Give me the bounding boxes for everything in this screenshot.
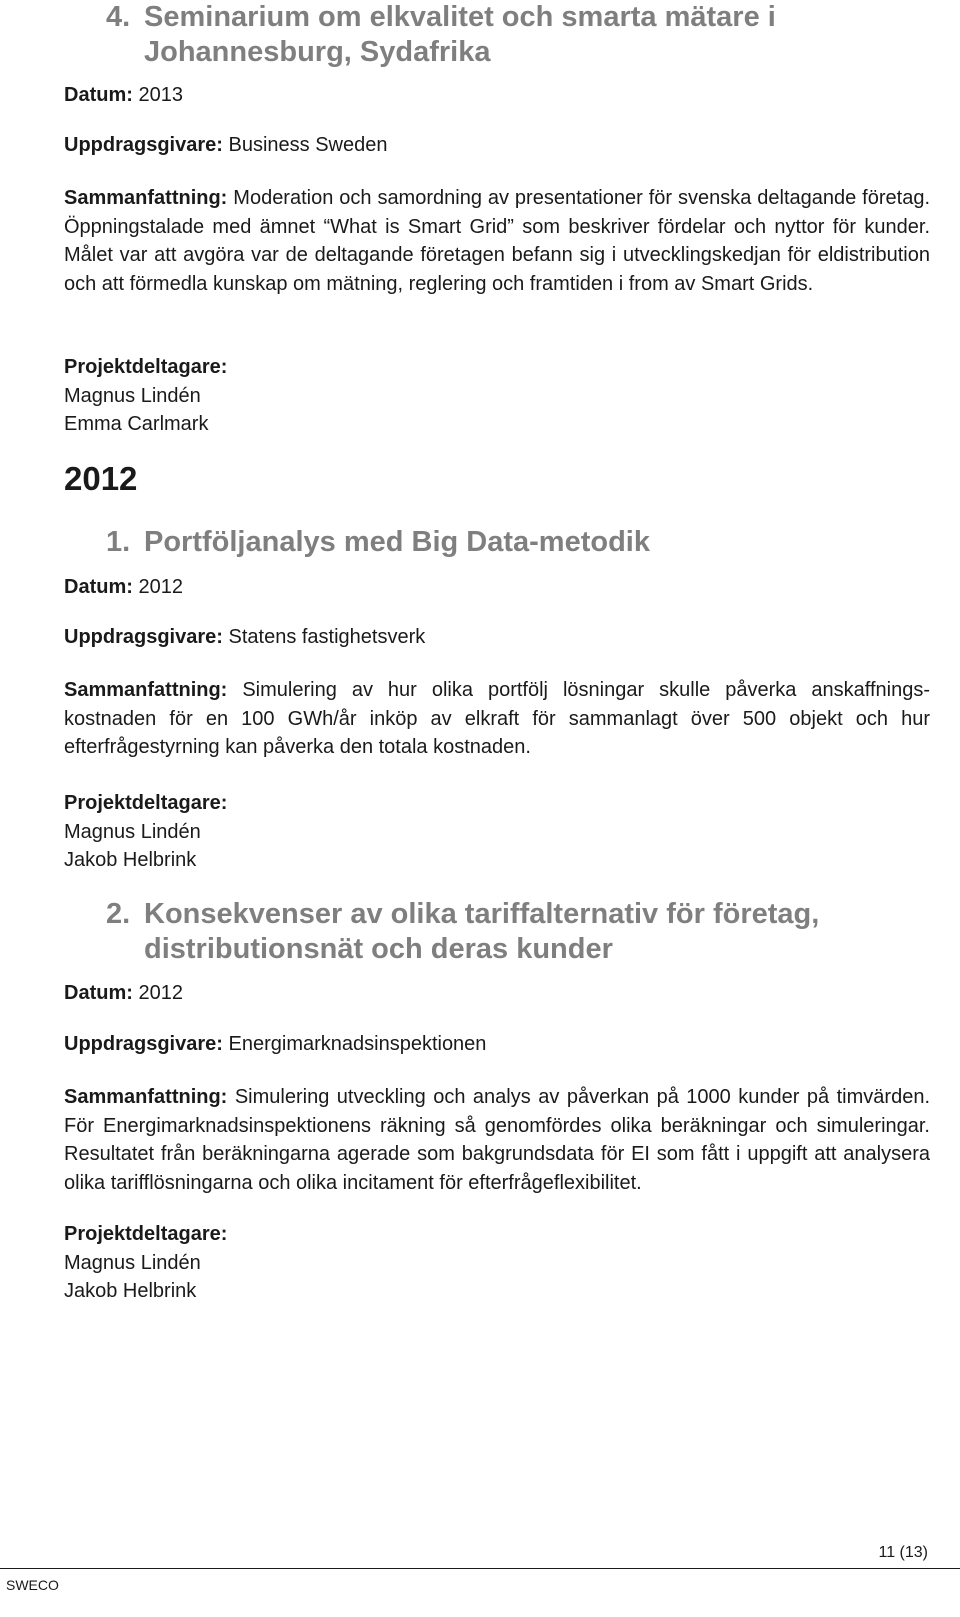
participants-block [64, 1222, 227, 1308]
participants-block [64, 355, 227, 441]
participants-block [64, 791, 227, 877]
client-label: Uppdragsgivare: [64, 134, 223, 156]
section-title-continued: distributionsnät och deras kunder [144, 933, 613, 965]
participant-name: Jakob Helbrink [64, 1280, 197, 1302]
client-value: Business Sweden [228, 134, 388, 156]
section-title: Konsekvenser av olika tariffalternativ för företag, [144, 898, 820, 930]
section-title: Portföljanalys med Big Data-metodik [144, 526, 650, 558]
summary-text: Simulering av hur olika portfölj lösningar skulle påverka anskaffnings-kostnaden för en 100 GWh/år inköp av elkraft för sammanlagt över 500 objekt och hur efterfrågestyrning kan påverka den totala kostnaden. [64, 679, 930, 758]
client-value: Energimarknadsinspektionen [228, 1033, 487, 1055]
participant-name: Jakob Helbrink [64, 849, 197, 871]
section-number: 2. [106, 898, 131, 930]
datum-label: Datum: [64, 982, 133, 1004]
client-label: Uppdragsgivare: [64, 626, 223, 648]
section-number: 4. [106, 1, 131, 33]
summary-paragraph [64, 1083, 930, 1197]
summary-paragraph [64, 676, 930, 762]
participants-label: Projektdeltagare: [64, 356, 228, 378]
participant-name: Magnus Lindén [64, 820, 201, 843]
datum-value: 2012 [138, 982, 183, 1004]
datum-line [64, 83, 183, 107]
participants-label: Projektdeltagare: [64, 792, 228, 814]
participant-name: Emma Carlmark [64, 413, 209, 435]
section-title: Seminarium om elkvalitet och smarta mätare i [144, 1, 776, 33]
participants-label: Projektdeltagare: [64, 1223, 228, 1245]
section-heading [106, 0, 926, 70]
summary-label: Sammanfattning: [64, 187, 228, 209]
summary-paragraph [64, 184, 930, 298]
datum-line [64, 575, 183, 599]
summary-text: Moderation och samordning av presentationer för svenska deltagande företag. Öppningstalade med ämnet “What is Smart Grid” som beskriver fördelar och nyttor för kunder. Målet var att avgöra var de deltagande företagen befann sig i utvecklingskedjan för eldistribution och att förmedla kunskap om mätning, reglering och framtiden i from av Smart Grids. [64, 187, 930, 295]
participant-name: Magnus Lindén [64, 384, 201, 407]
year-heading: 2012 [64, 460, 138, 497]
page-number: 11 (13) [878, 1544, 928, 1561]
footer-brand: SWECO [6, 1577, 59, 1593]
section-number: 1. [106, 526, 131, 558]
summary-label: Sammanfattning: [64, 1086, 228, 1108]
datum-value: 2013 [138, 84, 183, 106]
datum-value: 2012 [138, 576, 183, 598]
section-title-continued: Johannesburg, Sydafrika [144, 36, 491, 68]
client-label: Uppdragsgivare: [64, 1033, 223, 1055]
footer-divider [0, 1568, 960, 1569]
participant-name: Magnus Lindén [64, 1251, 201, 1274]
datum-line [64, 981, 183, 1005]
client-line [64, 625, 425, 649]
datum-label: Datum: [64, 576, 133, 598]
client-line [64, 1032, 486, 1056]
datum-label: Datum: [64, 84, 133, 106]
summary-text: Simulering utveckling och analys av påverkan på 1000 kunder på timvärden. För Energimarknadsinspektionens räkning så genomfördes olika beräkningar och simuleringar. Resultatet från beräkningarna agerade som bakgrundsdata för EI som fått i uppgift att analysera olika tarifflösningarna och olika incitament för efterfrågeflexibilitet. [64, 1086, 930, 1194]
summary-label: Sammanfattning: [64, 679, 228, 701]
section-heading [106, 525, 926, 560]
client-line [64, 133, 387, 157]
section-heading [106, 897, 926, 967]
client-value: Statens fastighetsverk [228, 626, 426, 648]
